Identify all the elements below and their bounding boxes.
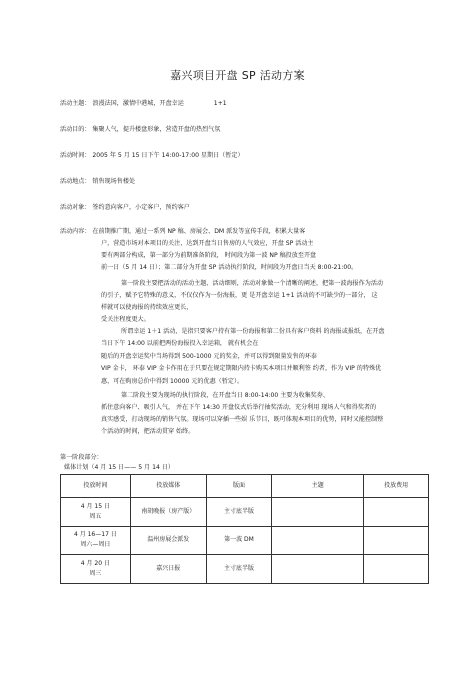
content-line-5: 第一阶段主要把活动的活动主题、活动细则，活动对象做一个清晰的阐述，把第一波海报作为活动 [121, 280, 384, 287]
cell-layout: 第一波 DM [206, 526, 272, 555]
content-line-16: 真实感受，打动现场的销售气氛。现场可以穿插一些娱 乐节目，既可体现本项目的优势，同时又能控制整 [101, 416, 384, 423]
content-line-14: 第二阶段主要为现场的执行阶段，在开盘当日 8:00-14:00 主要为收集奖券、 [121, 392, 329, 399]
time-line [60, 152, 244, 160]
header-layout: 版面 [206, 475, 272, 498]
cell-time-date: 4 月 15 日 [80, 502, 110, 510]
cell-time-date: 4 月 20 日 [80, 560, 110, 568]
cell-media: 嘉兴日报 [130, 555, 206, 584]
content-line-7: 样就可以使海报的持续效应更长， [101, 304, 193, 311]
content-line-11: 随后的开盘幸运奖中当场得到 500-1000 元的奖金，并可以得到限量发售的环泰 [101, 353, 318, 360]
cell-time-weekday: 周六—周日 [80, 541, 111, 549]
media-plan-table [60, 474, 429, 584]
content-line-9: 所谓幸运 1＋1 活动，是指只要客户持有第一份海报和第二份具有客户资料 的海报或报纸，在开盘 [121, 328, 385, 335]
content-line-17: 个活动的时间，把活动贯穿 始终。 [101, 428, 195, 435]
content-line-1 [60, 228, 305, 236]
audience-line [60, 204, 190, 212]
cell-cost [364, 555, 429, 584]
content-label: 活动内容： [60, 228, 91, 235]
cell-time [61, 498, 131, 527]
header-time: 投放时间 [61, 475, 131, 498]
cell-time [61, 555, 131, 584]
cell-media: 南胡晚报（房产版） [130, 498, 206, 527]
content-line-12: VIP 金卡， 环泰 VIP 金卡作用在于只要在规定期限内持卡购买本项目并顺利签 约者，作为 VIP 的特殊优 [101, 365, 382, 372]
place-label: 活动地点： [60, 178, 91, 185]
document-title: 嘉兴项目开盘 SP 活动方案 [170, 69, 305, 82]
cell-cost [364, 526, 429, 555]
time-value: 2005 年 5 月 15 日下午 14:00-17:00 星期日（暂定） [92, 152, 244, 159]
cell-layout: 主寸底半版 [206, 555, 272, 584]
content-line-3: 要有两部分构成，第一部分为前期准备阶段， 时间段为第一波 NP 稿投放至开盘 [101, 252, 317, 259]
content-line-4: 前一日（5 月 14 日）；第二部分为开盘 SP 活动执行阶段，时间段为开盘日当天 8:00-21:00。 [101, 264, 358, 271]
cell-time-weekday: 周五 [89, 512, 102, 520]
content-line-13: 惠，可在购房总价中得到 10000 元的优惠（暂定）。 [101, 378, 244, 385]
content-text: 在前期推广期，通过一系列 NP 稿、房展会、DM 派发等宣传手段，积累大量客 [92, 228, 306, 235]
purpose-label: 活动目的： [60, 126, 91, 133]
cell-time [61, 526, 131, 555]
content-line-10: 当日下午 14:00 以前把两份海报投入幸运箱， 就有机会在 [101, 340, 259, 347]
cell-layout: 主寸底半版 [206, 498, 272, 527]
audience-value: 签约意向客户，小定客户，预约客户 [92, 204, 190, 211]
content-line-15: 抓住意向客户、吸引人气， 并在下午 14:30 开盘仪式后举行抽奖活动，充分利用 现场人气和得奖者的 [101, 404, 377, 411]
phase-heading: 第一阶段部分： [60, 454, 103, 461]
purpose-line [60, 126, 220, 134]
table-row [61, 526, 429, 555]
cell-time-date: 4 月 16—17 日 [73, 531, 117, 539]
table-header-row [61, 475, 429, 498]
content-line-8: 受关注程度更大。 [101, 316, 150, 323]
content-line-2: 户，营造市场对本项目的关注，达到开盘当日售房的人气效应，开盘 SP 活动主 [101, 240, 314, 247]
theme-value: 浪漫法国，激情中港城，开盘幸运 [92, 100, 184, 107]
table-row [61, 498, 429, 527]
table-row [61, 555, 429, 584]
theme-line [60, 100, 227, 108]
header-media: 投放媒体 [130, 475, 206, 498]
cell-topic [272, 555, 364, 584]
theme-suffix: 1+1 [213, 100, 227, 107]
media-plan-heading: 媒体计划（4 月 15 日—— 5 月 14 日） [64, 464, 174, 471]
header-cost: 投放费用 [364, 475, 429, 498]
audience-label: 活动对象： [60, 204, 91, 211]
place-value: 销售现场售楼处 [92, 178, 136, 185]
cell-topic [272, 526, 364, 555]
purpose-value: 集聚人气，提升楼盘形象，营造开盘的热烈气氛 [92, 126, 221, 133]
cell-cost [364, 498, 429, 527]
cell-topic [272, 498, 364, 527]
header-topic: 主题 [272, 475, 364, 498]
cell-media: 温州房展会派发 [130, 526, 206, 555]
content-line-6: 的引子，赋予它特殊的意义，不仅仅作为一份海报，更 是开盘幸运 1+1 活动的不可缺少的一部分， 这 [101, 292, 378, 299]
time-label: 活动时间： [60, 152, 91, 159]
place-line [60, 178, 135, 186]
theme-label: 活动主题： [60, 100, 91, 107]
cell-time-weekday: 周三 [89, 570, 102, 578]
